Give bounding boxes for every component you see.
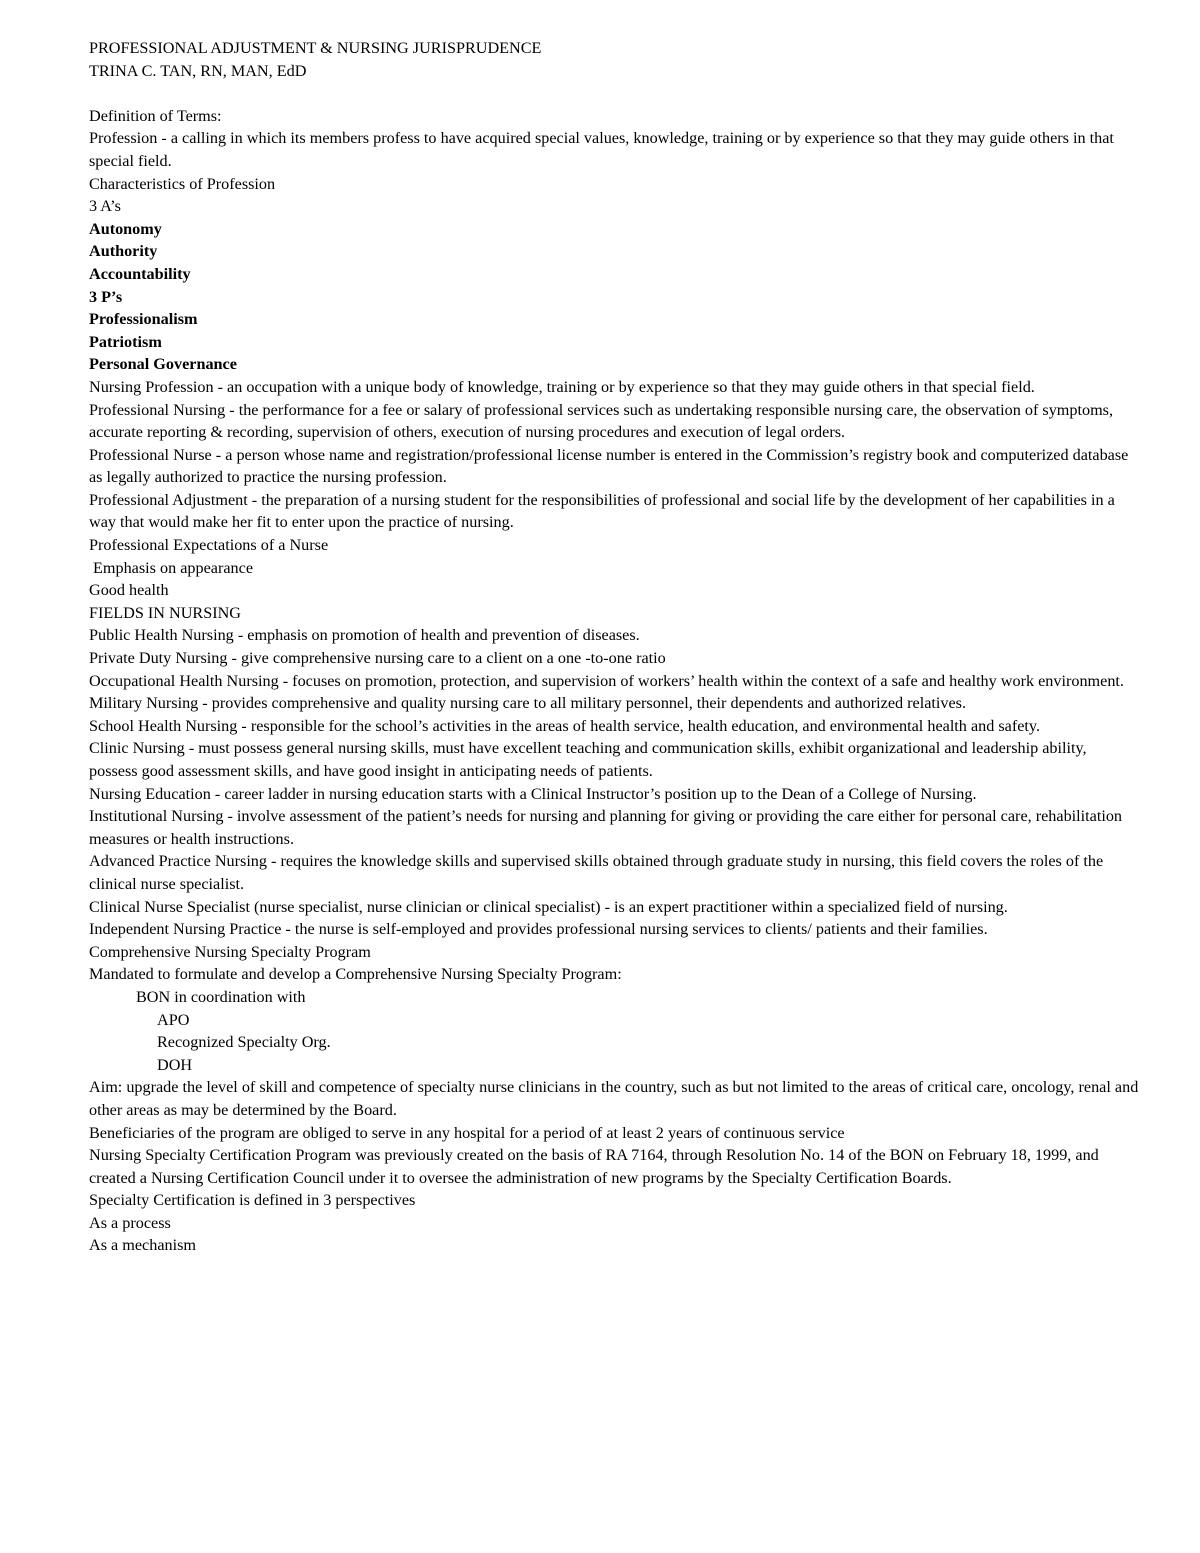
body-line: Comprehensive Nursing Specialty Program (89, 942, 371, 961)
body-line: BON in coordination with (136, 987, 306, 1006)
body-line: Patriotism (89, 332, 162, 351)
body-line: 3 A’s (89, 197, 121, 216)
body-line: APO (157, 1010, 190, 1029)
body-line: Advanced Practice Nursing - requires the knowledge skills and supervised skills obtained through graduate study in nursing, this field covers the roles of the clinical nurse specialist. (89, 852, 1104, 893)
document-page (89, 37, 1139, 1257)
body-line: Recognized Specialty Org. (157, 1033, 331, 1052)
body-line: Public Health Nursing - emphasis on promotion of health and prevention of diseases. (89, 626, 640, 645)
body-line: Aim: upgrade the level of skill and competence of specialty nurse clinicians in the country, such as but not limited to the areas of critical care, oncology, renal and other areas as may be determined by the Board. (89, 1078, 1139, 1119)
body-line: As a process (89, 1213, 171, 1232)
body-line: Emphasis on appearance (93, 558, 254, 577)
body-line: Professionalism (89, 310, 198, 329)
document-author: TRINA C. TAN, RN, MAN, EdD (89, 61, 307, 80)
body-line: Nursing Profession - an occupation with a unique body of knowledge, training or by experience so that they may guide others in that special field. (89, 377, 1035, 396)
body-line: Nursing Education - career ladder in nursing education starts with a Clinical Instructor’s position up to the Dean of a College of Nursing. (89, 784, 977, 803)
body-line: Nursing Specialty Certification Program was previously created on the basis of RA 7164, through Resolution No. 14 of the BON on February 18, 1999, and created a Nursing Certification Council under it to oversee the administration of new programs by the Specialty Certification Boards. (89, 1146, 1099, 1187)
blank-line (89, 82, 1139, 105)
body-line: Authority (89, 242, 158, 261)
body-line: Independent Nursing Practice - the nurse is self-employed and provides professional nursing services to clients/ patients and their families. (89, 920, 988, 939)
body-line: As a mechanism (89, 1236, 196, 1255)
body-line: Professional Expectations of a Nurse (89, 536, 329, 555)
body-line: Occupational Health Nursing - focuses on promotion, protection, and supervision of workers’ health within the context of a safe and healthy work environment. (89, 671, 1124, 690)
body-line: Accountability (89, 264, 191, 283)
body-line: Personal Governance (89, 355, 237, 374)
body-line: Military Nursing - provides comprehensive and quality nursing care to all military personnel, their dependents and authorized relatives. (89, 694, 967, 713)
body-line: Definition of Terms: (89, 106, 222, 125)
body-line: FIELDS IN NURSING (89, 603, 241, 622)
body-line: Profession - a calling in which its members profess to have acquired special values, knowledge, training or by experience so that they may guide others in that special field. (89, 129, 1114, 170)
body-line: Clinical Nurse Specialist (nurse specialist, nurse clinician or clinical specialist) - is an expert practitioner within a specialized field of nursing. (89, 897, 1008, 916)
body-line: School Health Nursing - responsible for the school’s activities in the areas of health service, health education, and environmental health and safety. (89, 716, 1041, 735)
body-line: Autonomy (89, 219, 162, 238)
body-line: Characteristics of Profession (89, 174, 276, 193)
body-line: Specialty Certification is defined in 3 perspectives (89, 1191, 416, 1210)
body-line: Professional Nurse - a person whose name and registration/professional license number is entered in the Commission’s registry book and computerized database as legally authorized to practice the nursing profession. (89, 445, 1129, 487)
document-body (89, 105, 1139, 1257)
body-line: 3 P’s (89, 287, 123, 306)
body-line: Mandated to formulate and develop a Comprehensive Nursing Specialty Program: (89, 965, 622, 984)
body-line: Professional Nursing - the performance for a fee or salary of professional services such as undertaking responsible nursing care, the observation of symptoms, accurate reporting & recording, supervision of others, execution of nursing procedures and execution of legal orders. (89, 400, 1114, 442)
body-line: Beneficiaries of the program are obliged to serve in any hospital for a period of at least 2 years of continuous service (89, 1123, 845, 1142)
body-line: Private Duty Nursing - give comprehensive nursing care to a client on a one -to-one ratio (89, 649, 666, 668)
body-line: Clinic Nursing - must possess general nursing skills, must have excellent teaching and communication skills, exhibit organizational and leadership ability, possess good assessment skills, and have good insight in anticipating needs of patients. (89, 739, 1087, 780)
body-line: Professional Adjustment - the preparation of a nursing student for the responsibilities of professional and social life by the development of her capabilities in a way that would make her fit to enter upon the practice of nursing. (89, 490, 1115, 532)
body-line: Good health (89, 581, 169, 600)
document-title: PROFESSIONAL ADJUSTMENT & NURSING JURISPRUDENCE (89, 39, 542, 57)
body-line: Institutional Nursing - involve assessment of the patient’s needs for nursing and planning for giving or providing the care either for personal care, rehabilitation measures or health instructions. (89, 807, 1123, 848)
body-line: DOH (157, 1055, 193, 1074)
